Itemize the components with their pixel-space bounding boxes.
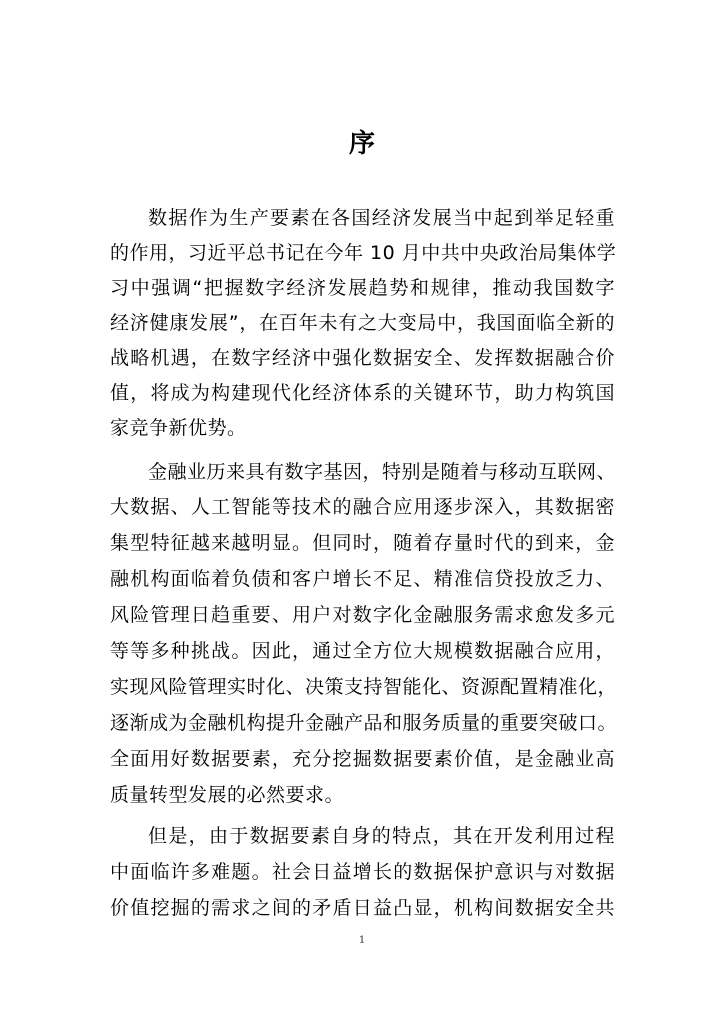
paragraph-2-line-4: 融机构面临着负债和客户增长不足、精准信贷投放乏力、 <box>110 568 615 590</box>
page-number: 1 <box>358 935 366 946</box>
paragraph-1-line-1: 数据作为生产要素在各国经济发展当中起到举足轻重 <box>148 207 615 229</box>
paragraph-2-line-10: 质量转型发展的必然要求。 <box>110 784 345 806</box>
paragraph-2-line-5: 风险管理日趋重要、用户对数字化金融服务需求愈发多元 <box>110 604 615 626</box>
paragraph-3-line-3: 价值挖掘的需求之间的矛盾日益凸显，机构间数据安全共 <box>110 897 615 919</box>
paragraph-2-line-3: 集型特征越来越明显。但同时，随着存量时代的到来，金 <box>110 532 615 554</box>
paragraph-2-line-1: 金融业历来具有数字基因，特别是随着与移动互联网、 <box>148 461 617 483</box>
paragraph-2-line-2: 大数据、人工智能等技术的融合应用逐步深入，其数据密 <box>110 496 615 518</box>
paragraph-1-line-6: 值，将成为构建现代化经济体系的关键环节，助力构筑国 <box>110 382 615 404</box>
page-title: 序 <box>348 129 375 159</box>
paragraph-3-line-2: 中面临许多难题。社会日益增长的数据保护意识与对数据 <box>110 861 615 883</box>
paragraph-1-line-7: 家竞争新优势。 <box>110 417 247 439</box>
paragraph-2-line-9: 全面用好数据要素，充分挖掘数据要素价值，是金融业高 <box>110 748 615 770</box>
paragraph-1-line-4: 经济健康发展”，在百年未有之大变局中，我国面临全新的 <box>110 312 615 334</box>
paragraph-2-line-7: 实现风险管理实时化、决策支持智能化、资源配置精准化， <box>110 676 618 698</box>
paragraph-2-line-6: 等等多种挑战。因此，通过全方位大规模数据融合应用， <box>110 640 615 662</box>
paragraph-1-line-3: 习中强调“把握数字经济发展趋势和规律，推动我国数字 <box>110 277 615 299</box>
paragraph-1-line-5: 战略机遇，在数字经济中强化数据安全、发挥数据融合价 <box>110 347 615 369</box>
paragraph-2-line-8: 逐渐成为金融机构提升金融产品和服务质量的重要突破口。 <box>110 712 618 734</box>
paragraph-1-line-2: 的作用，习近平总书记在今年 10 月中共中央政治局集体学 <box>110 242 617 264</box>
paragraph-3-line-1: 但是，由于数据要素自身的特点，其在开发利用过程 <box>148 825 615 847</box>
